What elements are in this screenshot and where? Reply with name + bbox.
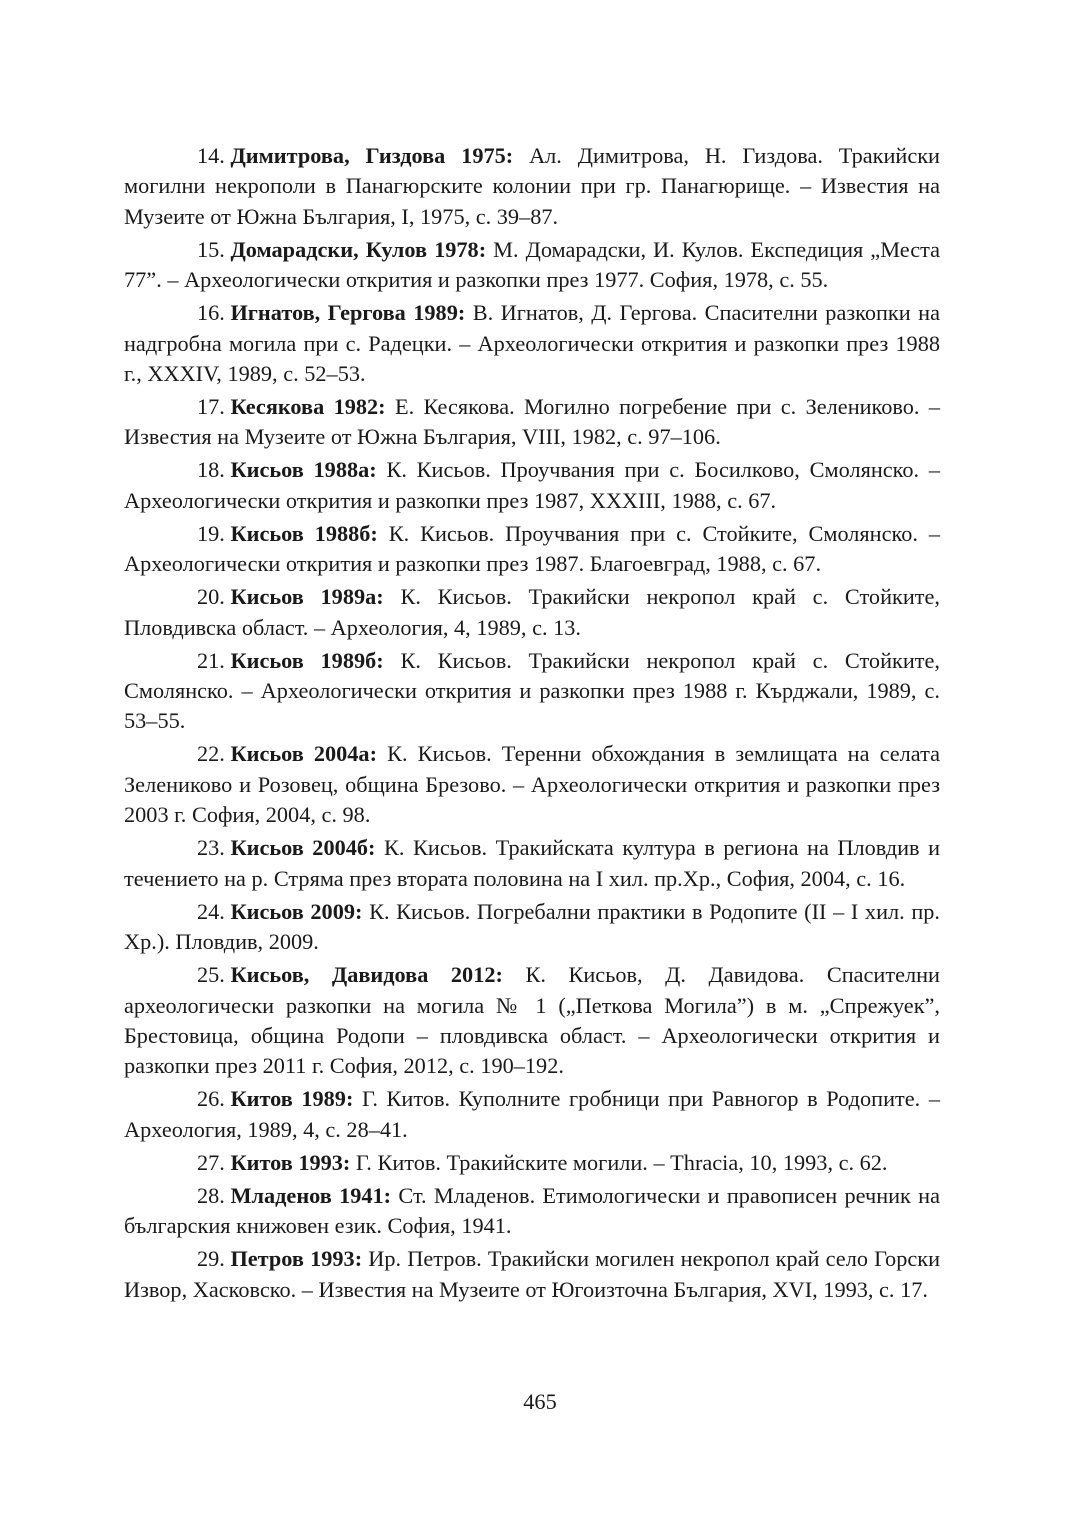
entry-key: Димитрова, Гиздова 1975: (230, 143, 514, 168)
entry-text: В. Игнатов, Д. Гергова. Спасителни разкопки на надгробна могила при с. Радецки. – Археологически открития и разкопки през 1988 г., XXXIV, 1989, с. 52–53. (124, 300, 940, 387)
entry-text: Ал. Димитрова, Н. Гиздова. Тракийски могилни некрополи в Панагюрските колонии при гр. Панагюрище. – Известия на Музеите от Южна България, I, 1975, с. 39–87. (124, 143, 940, 229)
bibliography-entry (124, 1181, 940, 1242)
entry-number: 14. (197, 143, 225, 168)
entry-text: К. Кисьов. Проучвания при с. Босилково, Смолянско. – Археологически открития и разкопки през 1987, XXXIII, 1988, с. 67. (124, 457, 941, 513)
bibliography-entry (124, 235, 940, 296)
bibliography-entry (124, 1148, 940, 1178)
entry-key: Кисьов, Давидова 2012: (230, 962, 503, 988)
entry-number: 18. (197, 457, 225, 483)
entry-text: Е. Кесякова. Могилно погребение при с. Зелениково. – Известия на Музеите от Южна България, VIII, 1982, с. 97–106. (124, 394, 941, 450)
entry-number: 24. (197, 898, 225, 924)
entry-key: Младенов 1941: (230, 1182, 392, 1208)
entry-text: К. Кисьов. Тракийски некропол край с. Стойките, Пловдивска област. – Археология, 4, 1989, с. 13. (124, 584, 940, 640)
entry-number: 25. (197, 962, 225, 988)
entry-key: Кисьов 1989а: (230, 584, 384, 610)
entry-key: Игнатов, Гергова 1989: (230, 300, 466, 326)
entry-text: К. Кисьов. Тракийската култура в региона на Пловдив и течението на р. Стряма през втората половина на I хил. пр.Хр., София, 2004, с. 16. (124, 835, 941, 891)
entry-number: 15. (197, 236, 225, 262)
bibliography-entry (124, 833, 940, 894)
entry-number: 20. (197, 584, 225, 610)
entry-number: 29. (197, 1246, 225, 1272)
bibliography-list (124, 141, 940, 1308)
entry-key: Кисьов 1989б: (230, 647, 384, 673)
entry-key: Китов 1993: (230, 1149, 351, 1175)
entry-text: К. Кисьов. Погребални практики в Родопите (II – I хил. пр. Хр.). Пловдив, 2009. (124, 898, 940, 955)
entry-number: 16. (197, 300, 225, 326)
entry-text: К. Кисьов. Проучвания при с. Стойките, Смолянско. – Археологически открития и разкопки през 1987. Благоевград, 1988, с. 67. (124, 520, 940, 577)
entry-number: 19. (197, 520, 225, 546)
entry-key: Кисьов 2004а: (230, 741, 378, 767)
page-number: 465 (523, 1389, 557, 1414)
entry-text: Г. Китов. Куполните гробници при Равногор в Родопите. – Археология, 1989, 4, с. 28–41. (124, 1086, 940, 1142)
entry-key: Кисьов 2004б: (230, 835, 376, 861)
entry-text: Г. Китов. Тракийските могили. – Thracia, 10, 1993, с. 62. (355, 1149, 888, 1175)
bibliography-entry (124, 392, 940, 453)
entry-key: Петров 1993: (230, 1246, 363, 1272)
entry-key: Китов 1989: (230, 1086, 354, 1112)
entry-text: К. Кисьов, Д. Давидова. Спасителни археологически разкопки на могила № 1 („Петкова Могила”) в м. „Спрежуек”, Брестовица, община Родопи – пловдивска област. – Археологически открития и разкопки през 2011 г. София, 2012, с. 190–192. (124, 962, 940, 1079)
bibliography-entry (124, 582, 940, 643)
bibliography-entry (124, 646, 940, 737)
bibliography-entry (124, 960, 940, 1082)
entry-number: 22. (197, 741, 225, 767)
entry-number: 17. (197, 394, 225, 420)
entry-number: 21. (197, 647, 225, 673)
entry-key: Кисьов 2009: (230, 898, 363, 924)
bibliography-entry (124, 141, 940, 232)
entry-key: Домарадски, Кулов 1978: (230, 236, 487, 262)
bibliography-entry (124, 519, 940, 580)
bibliography-entry (124, 455, 940, 516)
entry-key: Кисьов 1988б: (230, 520, 378, 546)
entry-number: 26. (197, 1086, 225, 1112)
entry-text: К. Кисьов. Тракийски некропол край с. Стойките, Смолянско. – Археологически открития и разкопки през 1988 г. Кърджали, 1989, с. 53–55. (124, 647, 940, 734)
bibliography-entry (124, 897, 940, 958)
entry-number: 28. (197, 1182, 225, 1208)
entry-text: К. Кисьов. Теренни обхождания в землищата на селата Зелениково и Розовец, община Брезово. – Археологически открития и разкопки през 2003 г. София, 2004, с. 98. (124, 741, 941, 828)
entry-text: Ст. Младенов. Етимологически и правописен речник на българския книжовен език. София, 1941. (124, 1182, 940, 1239)
entry-text: Ир. Петров. Тракийски могилен некропол край село Горски Извор, Хасковско. – Известия на Музеите от Югоизточна България, XVI, 1993, с. 17. (124, 1246, 941, 1302)
entry-key: Кесякова 1982: (230, 394, 386, 420)
entry-number: 23. (197, 835, 225, 861)
bibliography-entry (124, 1244, 940, 1305)
entry-text: М. Домарадски, И. Кулов. Експедиция „Места 77”. – Археологически открития и разкопки през 1977. София, 1978, с. 55. (124, 236, 941, 293)
bibliography-entry (124, 1084, 940, 1145)
entry-key: Кисьов 1988а: (230, 457, 377, 483)
bibliography-entry (124, 739, 940, 830)
entry-number: 27. (197, 1149, 225, 1175)
bibliography-entry (124, 298, 940, 389)
